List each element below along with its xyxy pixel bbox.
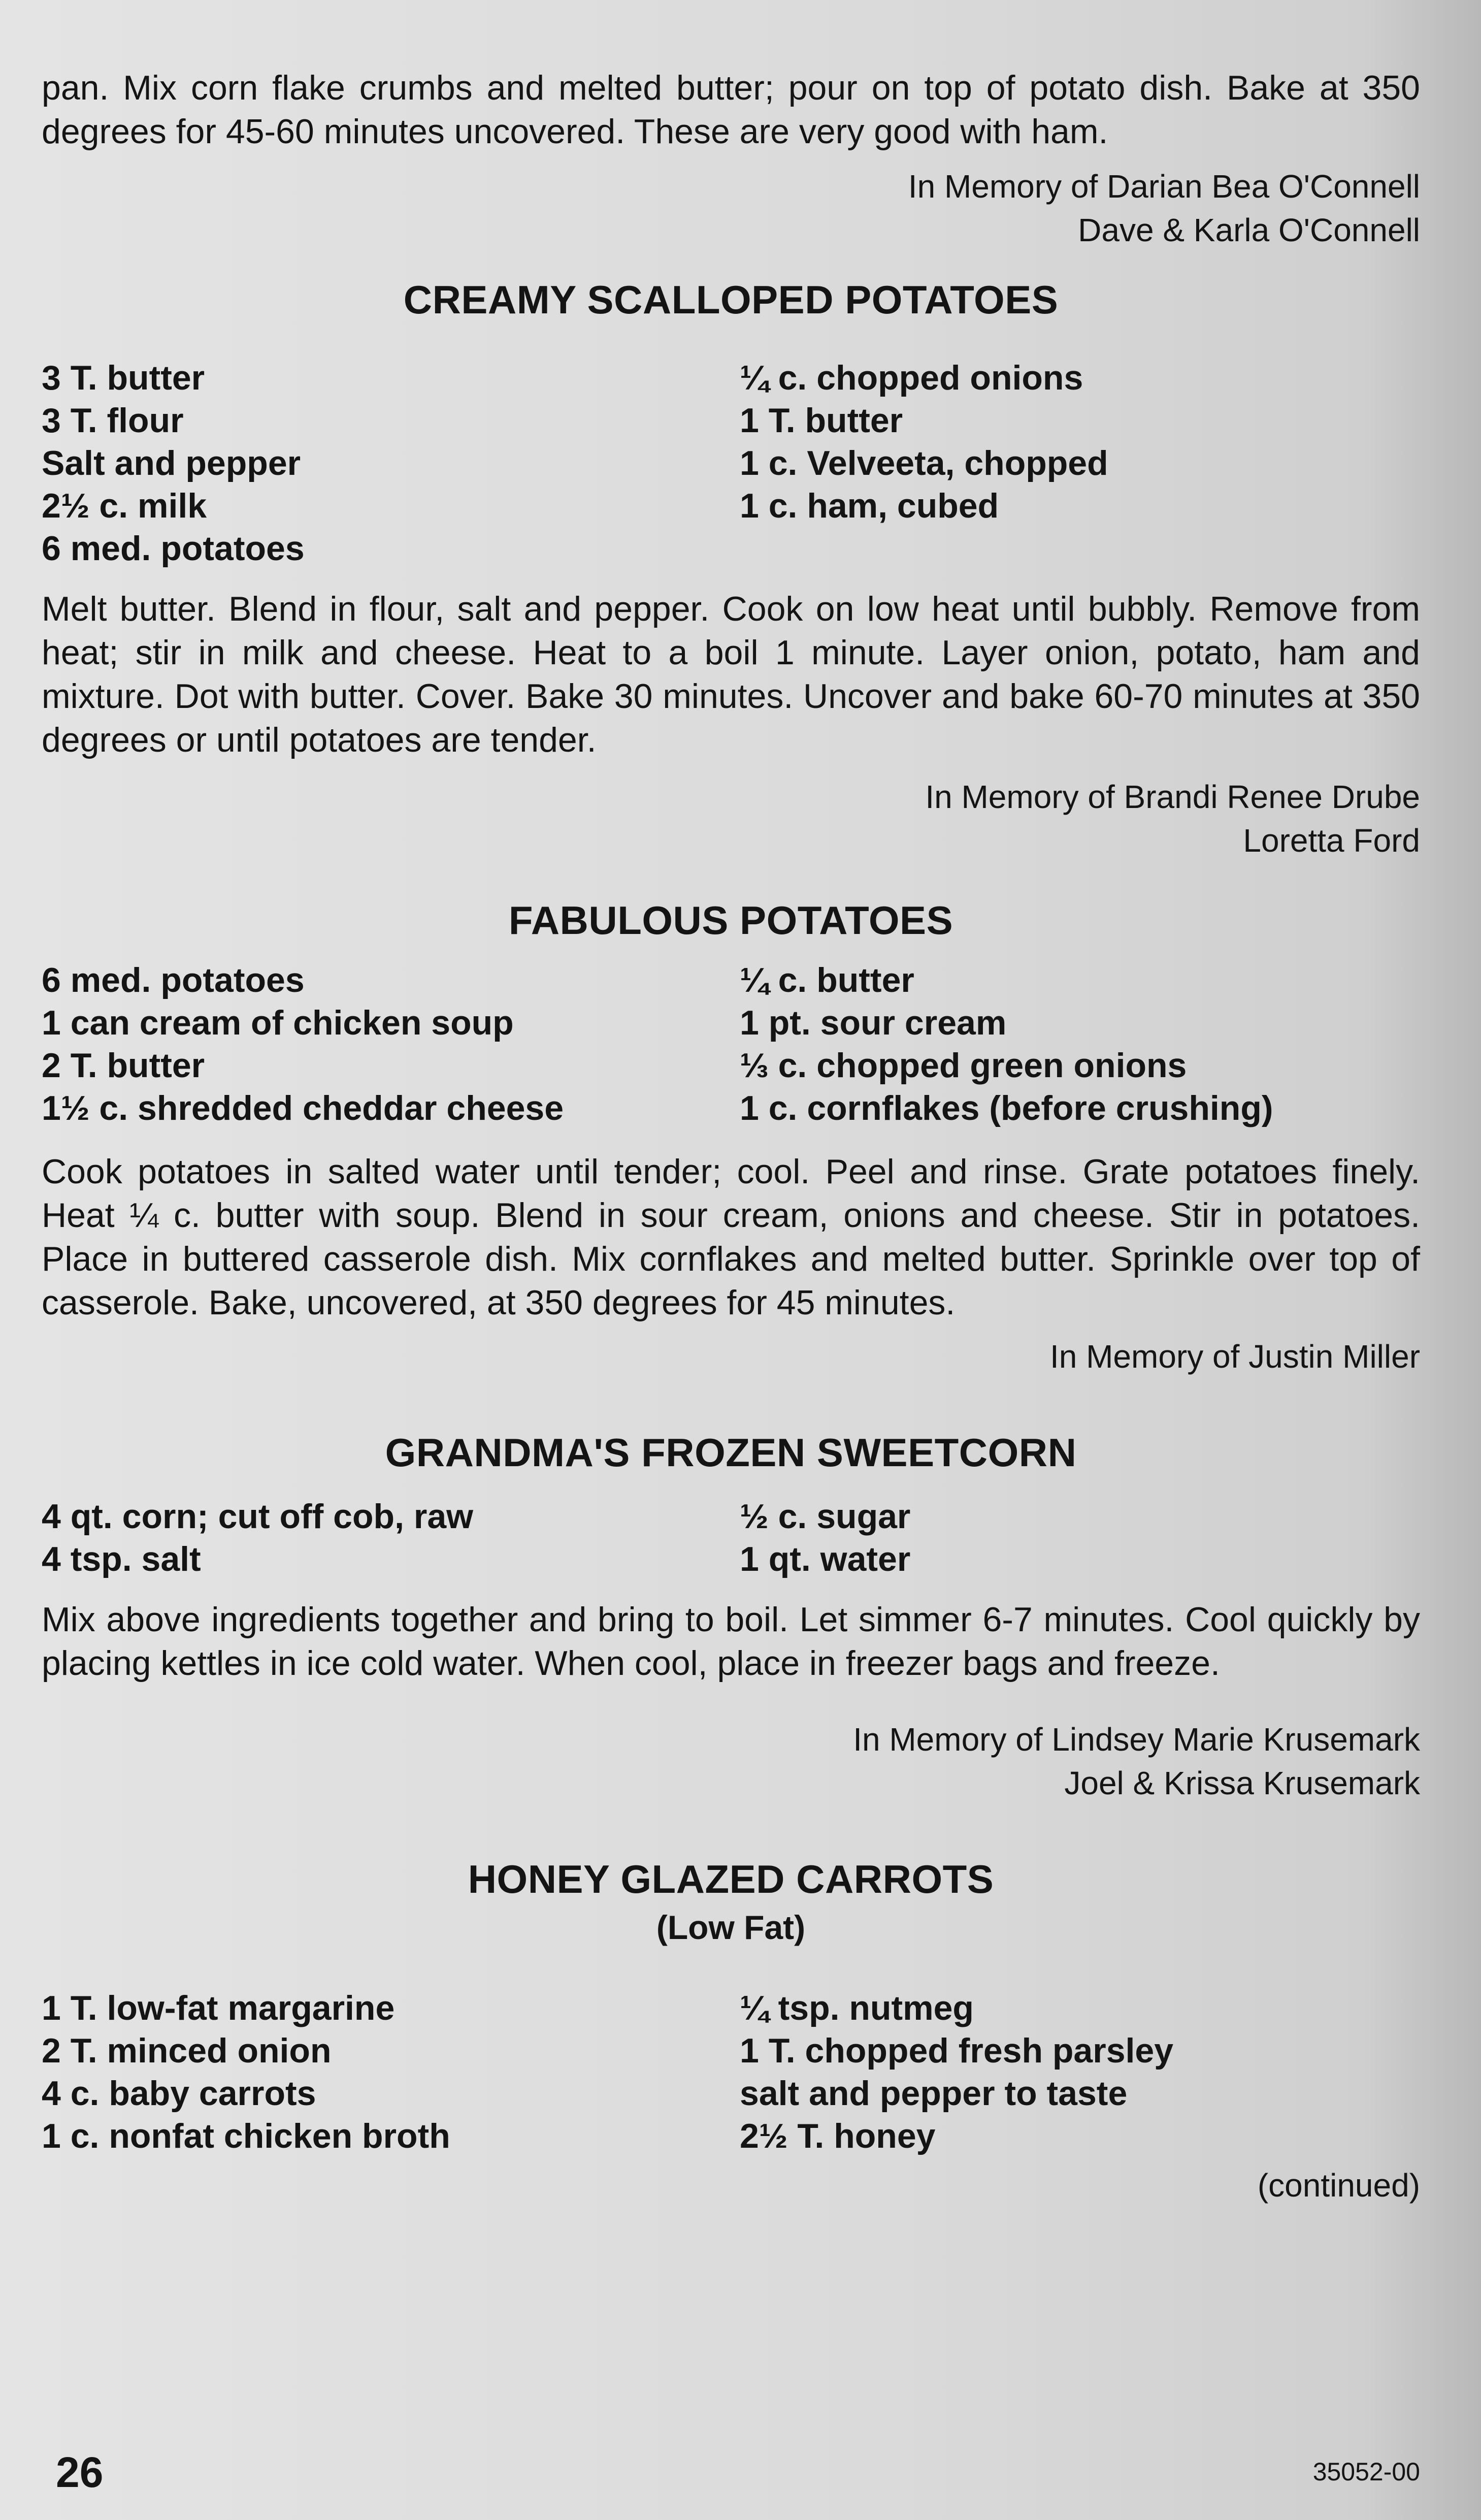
recipe-title: FABULOUS POTATOES — [508, 898, 953, 943]
ingredient: 4 qt. corn; cut off cob, raw — [42, 1497, 474, 1536]
ingredients-right — [740, 357, 1420, 570]
ingredient: 1 c. nonfat chicken broth — [42, 2117, 450, 2155]
ingredients — [42, 357, 1420, 570]
recipe-title: CREAMY SCALLOPED POTATOES — [403, 277, 1059, 322]
memory-line: In Memory of Darian Bea O'Connell — [908, 168, 1420, 205]
ingredient: 1 c. ham, cubed — [740, 487, 999, 525]
recipe-subtitle: (Low Fat) — [656, 1909, 806, 1946]
ingredients — [42, 959, 1420, 1129]
ingredient: 1 T. chopped fresh parsley — [740, 2031, 1174, 2070]
memory-line: In Memory of Lindsey Marie Krusemark — [853, 1721, 1420, 1758]
ingredient: Salt and pepper — [42, 444, 301, 482]
ingredient: 1½ c. shredded cheddar cheese — [42, 1089, 564, 1127]
ingredient: 2½ c. milk — [42, 487, 207, 525]
ingredient: 6 med. potatoes — [42, 529, 305, 568]
ingredients-left — [42, 357, 740, 570]
ingredient: ¼ c. chopped onions — [740, 359, 1083, 397]
ingredient: ¼ c. butter — [740, 961, 914, 999]
recipe-directions: Cook potatoes in salted water until tender; cool. Peel and rinse. Grate potatoes finely. Heat ¼ c. butter with soup. Blend in sour cream, onions and cheese. Stir in potatoes. Place in buttered casserole dish. Mix cornflakes and melted butter. Sprinkle over top of casserole. Bake, uncovered, at 350 degrees for 45 minutes. — [42, 1152, 1420, 1322]
ingredients-left — [42, 1987, 740, 2157]
intro-text: pan. Mix corn flake crumbs and melted butter; pour on top of potato dish. Bake at 350 degrees for 45-60 minutes uncovered. These are very good with ham. — [42, 69, 1420, 151]
recipe-title: GRANDMA'S FROZEN SWEETCORN — [385, 1430, 1077, 1475]
memory-line: Dave & Karla O'Connell — [1078, 212, 1420, 248]
ingredient: 1 c. cornflakes (before crushing) — [740, 1089, 1273, 1127]
ingredient: ¼ tsp. nutmeg — [740, 1989, 974, 2027]
ingredient: 1 c. Velveeta, chopped — [740, 444, 1108, 482]
page-content — [42, 66, 1420, 2207]
ingredients-right — [740, 959, 1420, 1129]
ingredient: 2 T. butter — [42, 1046, 205, 1085]
memory-line: In Memory of Justin Miller — [1049, 1338, 1420, 1375]
ingredients — [42, 1987, 1420, 2157]
ingredient: 4 c. baby carrots — [42, 2074, 316, 2113]
memory-line: Joel & Krissa Krusemark — [1064, 1765, 1420, 1801]
ingredient: salt and pepper to taste — [740, 2074, 1128, 2113]
ingredient: 2 T. minced onion — [42, 2031, 332, 2070]
ingredients-right — [740, 1495, 1420, 1580]
ingredient: 1 pt. sour cream — [740, 1004, 1007, 1042]
ingredient: ⅓ c. chopped green onions — [740, 1046, 1187, 1085]
recipe-directions: Melt butter. Blend in flour, salt and pepper. Cook on low heat until bubbly. Remove from heat; stir in milk and cheese. Heat to a boil 1 minute. Layer onion, potato, ham and mixture. Dot with butter. Cover. Bake 30 minutes. Uncover and bake 60-70 minutes at 350 degrees or until potatoes are tender. — [42, 590, 1420, 759]
publication-code: 35052-00 — [1312, 2458, 1420, 2486]
ingredient: 3 T. flour — [42, 401, 184, 440]
memory-line: In Memory of Brandi Renee Drube — [925, 779, 1420, 815]
ingredients-right — [740, 1987, 1420, 2157]
ingredient: 1 can cream of chicken soup — [42, 1004, 514, 1042]
ingredient: 2½ T. honey — [740, 2117, 936, 2155]
ingredients — [42, 1495, 1420, 1580]
ingredient: ½ c. sugar — [740, 1497, 911, 1536]
recipe-title: HONEY GLAZED CARROTS — [468, 1857, 994, 1901]
ingredient: 1 T. low-fat margarine — [42, 1989, 395, 2027]
memory-line: Loretta Ford — [1243, 822, 1420, 859]
ingredient: 4 tsp. salt — [42, 1540, 201, 1578]
ingredients-left — [42, 959, 740, 1129]
ingredient: 1 qt. water — [740, 1540, 911, 1578]
recipe-directions: Mix above ingredients together and bring to boil. Let simmer 6-7 minutes. Cool quickly by placing kettles in ice cold water. When cool, place in freezer bags and freeze. — [42, 1600, 1420, 1683]
page-number: 26 — [56, 2448, 104, 2496]
ingredient: 1 T. butter — [740, 401, 903, 440]
ingredient: 6 med. potatoes — [42, 961, 305, 999]
ingredients-left — [42, 1495, 740, 1580]
ingredient: 3 T. butter — [42, 359, 205, 397]
continued-note: (continued) — [1257, 2167, 1420, 2204]
